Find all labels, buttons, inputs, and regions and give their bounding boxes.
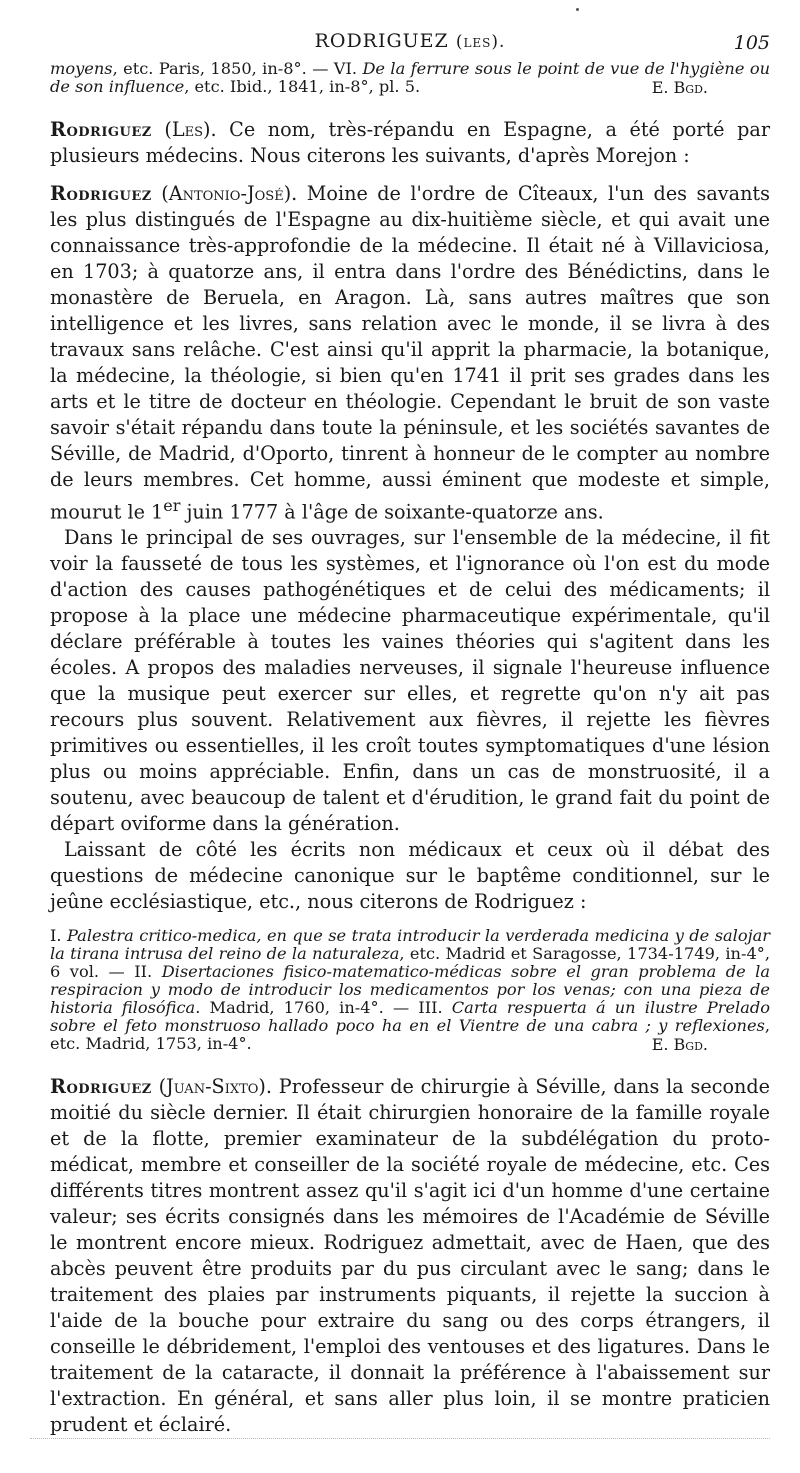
antonio-para2: Dans le principal de ses ouvrages, sur l'ensemble de la médecine, il fit voir la fausseté de tous les systèmes, et l'ignorance où l'on est du mode d'action des causes pathogénétiques et de celui des médicaments; il propose à la place une médecine pharmaceutique expérimentale, qu'il déclare préférable à toutes les vaines théories qui s'agitent dans les écoles. A propos des maladies nerveuses, il signale l'heureuse influence que la musique peut exercer sur elles, et regrette qu'on n'y ait pas recours plus souvent. Relativement aux fièvres, il rejette les fièvres primitives ou essentielles, il les croît toutes symptomatiques d'une lésion plus ou moins appréciable. Enfin, dans un cas de monstruosité, il a soutenu, avec beaucoup de talent et d'érudition, le grand fait du point de départ oviforme dans la génération. xyxy=(50,526,770,836)
antonio-para3: Laissant de côté les écrits non médicaux et ceux où il débat des questions de médecine canonique sur le baptême conditionnel, sur le jeûne ecclésiastique, etc., nous citerons de Rodriguez : xyxy=(50,838,770,914)
antonio-para1-end: juin 1777 à l'âge de soixante-quatorze ans. xyxy=(180,500,604,524)
bibl-part-7: , etc. Madrid, 1753, in-4°. xyxy=(50,1016,770,1054)
entry-intro-text: Ce nom, très-répandu en Espagne, a été porté par plusieurs médecins. Nous citerons les suivants, d'après Morejon : xyxy=(50,118,771,167)
antonio-given-name: (Antonio-José). xyxy=(151,182,298,205)
bibl-part-4: Disertaciones fisico-matematico-médicas sobre el gran problema de la respiracion y modo de introducir los medicamentos por los venas; con una pieza de historia filosófica xyxy=(50,962,771,1018)
footer-rule xyxy=(30,1438,770,1439)
top-note-text-2: , etc. Paris, 1850, in-8°. — VI. xyxy=(112,59,363,78)
antonio-para1: Moine de l'ordre de Cîteaux, l'un des savants les plus distingués de l'Espagne au dix-huitième siècle, et qui avait une connaissance très-approfondie de la médecine. Il était né à Villaviciosa, en 1703; à quatorze ans, il entra dans l'ordre des Bénédictins, dans le monastère de Beruela, en Aragon. Là, sans autres maîtres que son intelligence et les livres, sans relation avec le monde, il se livra à des travaux sans relâche. C'est ainsi qu'il apprit la pharmacie, la botanique, la médecine, la théologie, si bien qu'en 1741 il prit ses grades dans les arts et le titre de docteur en théologie. Cependant le bruit de son vaste savoir s'était répandu dans toute la péninsule, et les sociétés savantes de Séville, de Madrid, d'Oporto, tinrent à honneur de le compter au nombre de leurs membres. Cet homme, aussi éminent que modeste et simple, mourut le 1 xyxy=(50,182,770,524)
running-title xyxy=(50,30,770,52)
top-note-signature: E. Bgd. xyxy=(651,78,708,97)
juan-given-name: (Juan-Sixto). xyxy=(151,1075,272,1099)
speck-mark xyxy=(576,8,579,11)
antonio-para1-sup: er xyxy=(163,496,181,515)
juan-headword: Rodriguez xyxy=(50,1075,152,1099)
bibl-part-1: I. xyxy=(50,926,67,946)
entry-headword: Rodriguez xyxy=(50,118,152,141)
running-header xyxy=(50,28,770,58)
bibl-part-6: Carta respuerta á un ilustre Prelado sobre el feto monstruoso hallado poco ha en el Vientre de una cabra ; y reflexiones xyxy=(50,998,770,1036)
bibl-part-5: . Madrid, 1760, in-4°. — III. xyxy=(195,998,452,1018)
bibl-part-3: , etc. Madrid et Saragosse, 1734-1749, in-4°, 6 vol. — II. xyxy=(50,944,770,982)
entry-rodriguez-les xyxy=(50,117,770,169)
running-title-paren: (les). xyxy=(455,32,506,52)
running-title-main: RODRIGUEZ xyxy=(314,30,449,52)
top-note-it-3: De la ferrure sous le point de vue de l'hygiène ou de son influence xyxy=(50,59,771,96)
top-note-text-4: , etc. Ibid., 1841, in-8°, pl. 5. xyxy=(184,77,421,96)
page xyxy=(50,28,770,1438)
juan-text: Professeur de chirurgie à Séville, dans la seconde moitié du siècle dernier. Il était chirurgien honoraire de la famille royale et de la flotte, premier examinateur de la subdélégation du proto-médicat, membre et conseiller de la société royale de médecine, etc. Ces différents titres montrent assez qu'il s'agit ici d'un homme d'une certaine valeur; ses écrits consignés dans les mémoires de l'Académie de Séville le montrent encore mieux. Rodriguez admettait, avec de Haen, que des abcès peuvent être produits par du pus circulant avec le sang; dans le traitement des plaies par instruments piquants, il rejette la succion à l'aide de la bouche pour extraire du sang ou des corps étrangers, il conseille le débridement, l'emploi des ventouses et des ligatures. Dans le traitement de la cataracte, il donnait la préférence à l'abaissement sur l'extraction. En général, et sans aller plus loin, il se montre praticien prudent et éclairé. xyxy=(50,1075,770,1437)
bibl-part-2: Palestra critico-medica, en que se trata introducir la verderada medicina y de salojar la tirana intrusa del reino de la naturaleza xyxy=(50,926,770,964)
top-note-it-1: moyens xyxy=(50,59,113,78)
antonio-headword: Rodriguez xyxy=(50,182,152,205)
entry-antonio-jose xyxy=(50,181,770,525)
antonio-signature: E. Bgd. xyxy=(651,1035,708,1055)
page-number: 105 xyxy=(733,32,770,54)
entry-juan-sixto xyxy=(50,1074,770,1438)
entry-headword-rest: (Les). xyxy=(151,118,217,141)
